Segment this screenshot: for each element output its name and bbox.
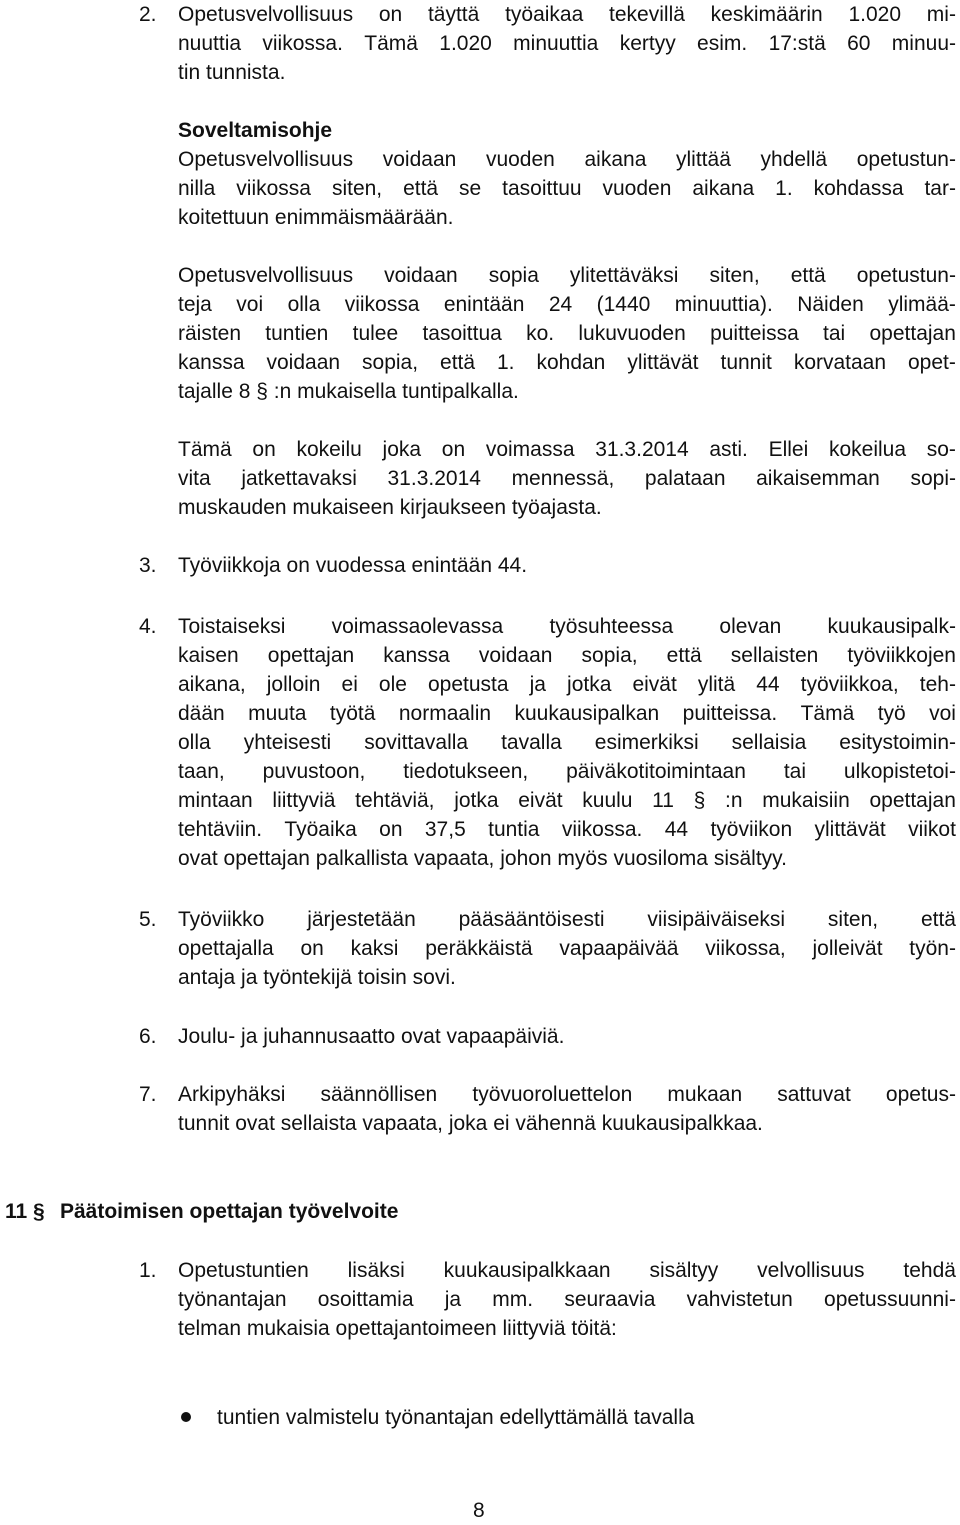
paragraph-line: [178, 786, 956, 815]
word: ylitä: [697, 673, 736, 696]
paragraph-line: ovat opettajan palkallista vapaata, johon myös vuosiloma sisältyy.: [178, 847, 787, 870]
word: minuu-: [891, 32, 956, 55]
word: päiväkotitoimintaan: [566, 760, 746, 783]
word: aikana: [692, 177, 755, 200]
word: tavalla: [501, 731, 562, 754]
word: jotka: [567, 673, 612, 696]
word: kuulu: [582, 789, 633, 812]
word: tehtäviin.: [178, 818, 263, 841]
word: esitystoimin-: [839, 731, 956, 754]
word: siten,: [331, 177, 383, 200]
word: työnantajan: [178, 1288, 287, 1311]
item-number: 3.: [139, 554, 157, 577]
page-number: 8: [473, 1499, 485, 1522]
word: että: [403, 177, 439, 200]
word: palataan: [644, 467, 726, 490]
word: §: [693, 789, 706, 812]
word: ko.: [526, 322, 555, 345]
word: sopia,: [581, 644, 638, 667]
word: aikana,: [178, 673, 246, 696]
word: jolloin: [266, 673, 321, 696]
word: viikossa.: [262, 32, 343, 55]
word: vuoden: [602, 177, 672, 200]
word: minuuttia: [513, 32, 599, 55]
word: kertyy: [619, 32, 676, 55]
word: 1.: [497, 351, 515, 374]
word: olla: [178, 731, 211, 754]
word: opetussuunni-: [824, 1288, 956, 1311]
word: Työviikko: [178, 908, 265, 931]
word: kanssa: [383, 644, 450, 667]
word: pääsääntöisesti: [458, 908, 605, 931]
word: Ellei: [768, 438, 809, 461]
word: kohdassa: [813, 177, 904, 200]
word: on: [441, 438, 466, 461]
paragraph-line: [178, 174, 956, 203]
word: tulee: [352, 322, 399, 345]
item-number: 7.: [139, 1083, 157, 1106]
word: taan,: [178, 760, 225, 783]
word: teh-: [919, 673, 956, 696]
word: lukuvuoden: [578, 322, 686, 345]
word: aikaisemman: [756, 467, 880, 490]
word: olevan: [719, 615, 782, 638]
word: kanssa: [178, 351, 245, 374]
word: 44: [664, 818, 689, 841]
paragraph-line: [178, 435, 956, 464]
word: Opetustuntien: [178, 1259, 309, 1282]
word: työvuoroluettelon: [472, 1083, 633, 1106]
word: aikana: [584, 148, 647, 171]
word: sattuvat: [777, 1083, 851, 1106]
paragraph-line: [178, 612, 956, 641]
word: voidaan: [382, 148, 457, 171]
paragraph-line: [178, 641, 956, 670]
word: viisipäiväiseksi: [647, 908, 786, 931]
word: kokeilua: [828, 438, 907, 461]
word: ole: [378, 673, 407, 696]
word: ei: [341, 673, 358, 696]
word: voidaan: [478, 644, 553, 667]
word: opetustun-: [856, 148, 956, 171]
word: voidaan: [266, 351, 341, 374]
word: ylitettäväksi: [569, 264, 679, 287]
word: voi: [236, 293, 264, 316]
word: siten,: [827, 908, 879, 931]
word: olla: [287, 293, 321, 316]
bullet-icon: [181, 1412, 191, 1422]
word: tasoittuu: [502, 177, 582, 200]
word: mi-: [926, 3, 956, 26]
paragraph-line: [178, 699, 956, 728]
paragraph-line: [178, 728, 956, 757]
paragraph-line: antaja ja työntekijä toisin sovi.: [178, 966, 456, 989]
word: 1.: [775, 177, 793, 200]
word: puvustoon,: [262, 760, 366, 783]
word: seuraavia: [564, 1288, 656, 1311]
word: enintään: [443, 293, 525, 316]
word: jotka: [454, 789, 499, 812]
word: ulkopistetoi-: [843, 760, 956, 783]
paragraph-line: [178, 261, 956, 290]
word: viikot: [908, 818, 956, 841]
paragraph-line: [178, 145, 956, 174]
word: voi: [929, 702, 956, 725]
paragraph-line: [178, 905, 956, 934]
paragraph-line: [178, 670, 956, 699]
word: Tämä: [800, 702, 855, 725]
word: kohdan: [536, 351, 606, 374]
word: kaksi: [350, 937, 399, 960]
paragraph-line: [178, 934, 956, 963]
item-number: 4.: [139, 615, 157, 638]
paragraph-line: [178, 290, 956, 319]
word: tai: [823, 322, 846, 345]
word: tuntien: [265, 322, 329, 345]
word: työ: [877, 702, 906, 725]
word: 24: [548, 293, 573, 316]
section-number: 11 §: [5, 1200, 45, 1223]
word: nuuttia: [178, 32, 242, 55]
word: tasoittua: [422, 322, 502, 345]
word: vahvistetun: [686, 1288, 793, 1311]
word: kuukausipalkkaan: [443, 1259, 611, 1282]
word: Tämä: [178, 438, 232, 461]
word: opet-: [908, 351, 956, 374]
section-title: Päätoimisen opettajan työvelvoite: [60, 1200, 399, 1223]
word: räisten: [178, 322, 242, 345]
word: kuukausipalkan: [514, 702, 660, 725]
word: dään: [178, 702, 225, 725]
word: puitteissa: [710, 322, 799, 345]
word: 37,5: [424, 818, 466, 841]
paragraph-line: Työviikkoja on vuodessa enintään 44.: [178, 554, 528, 577]
word: viikossa.: [561, 818, 643, 841]
word: tiedotukseen,: [403, 760, 529, 783]
word: mm.: [492, 1288, 534, 1311]
paragraph-line: tunnit ovat sellaista vapaata, joka ei vähennä kuukausipalkkaa.: [178, 1112, 763, 1135]
paragraph-line: tin tunnista.: [178, 61, 286, 84]
paragraph-line: [178, 0, 956, 29]
word: on: [300, 937, 324, 960]
paragraph-line: [178, 464, 956, 493]
word: siten,: [709, 264, 760, 287]
word: osoittamia: [317, 1288, 414, 1311]
word: nilla: [178, 177, 216, 200]
word: mennessä,: [511, 467, 615, 490]
word: järjestetään: [307, 908, 416, 931]
word: että: [440, 351, 476, 374]
word: opetusta: [428, 673, 509, 696]
word: joka: [382, 438, 422, 461]
word: Arkipyhäksi: [178, 1083, 286, 1106]
word: 44: [756, 673, 780, 696]
word: puitteissa.: [682, 702, 778, 725]
word: vita: [178, 467, 211, 490]
word: mukaisiin: [762, 789, 850, 812]
paragraph-line: [178, 348, 956, 377]
word: mukaan: [667, 1083, 743, 1106]
word: lisäksi: [347, 1259, 405, 1282]
word: tekevillä: [609, 3, 685, 26]
word: että: [666, 644, 702, 667]
word: vapaapäivää: [559, 937, 679, 960]
word: työaikaa: [505, 3, 584, 26]
word: tunnit: [720, 351, 772, 374]
word: työsuhteessa: [549, 615, 674, 638]
word: jatkettavaksi: [241, 467, 357, 490]
word: velvollisuus: [757, 1259, 865, 1282]
word: Opetusvelvollisuus: [178, 148, 354, 171]
word: opettajan: [869, 322, 956, 345]
word: ylimää-: [888, 293, 956, 316]
word: sopi-: [910, 467, 956, 490]
word: korvataan: [793, 351, 887, 374]
word: Toistaiseksi: [178, 615, 286, 638]
word: peräkkäistä: [425, 937, 533, 960]
word: vuoden: [485, 148, 555, 171]
word: työtä: [329, 702, 376, 725]
paragraph-line: [178, 1285, 956, 1314]
paragraph-line: [178, 757, 956, 786]
word: eivät: [518, 789, 563, 812]
word: keskimäärin: [710, 3, 823, 26]
word: 11: [652, 789, 674, 812]
word: eivät: [632, 673, 677, 696]
item-number: 2.: [139, 3, 157, 26]
word: viikossa,: [705, 937, 786, 960]
word: esimerkiksi: [594, 731, 699, 754]
word: opetustun-: [856, 264, 956, 287]
word: voidaan: [384, 264, 458, 287]
word: Opetusvelvollisuus: [178, 3, 354, 26]
paragraph-line: muskauden mukaiseen kirjaukseen työajasta.: [178, 496, 602, 519]
word: työviikon: [710, 818, 793, 841]
word: sopia: [488, 264, 539, 287]
word: 31.3.2014: [595, 438, 689, 461]
word: viikossa: [236, 177, 311, 200]
subheading: Soveltamisohje: [178, 119, 333, 142]
word: liittyviä: [272, 789, 336, 812]
word: työviikkoa,: [800, 673, 899, 696]
word: yhdellä: [760, 148, 828, 171]
word: tehdä: [903, 1259, 956, 1282]
word: normaalin: [398, 702, 492, 725]
word: 17:stä: [768, 32, 826, 55]
word: sisältyy: [649, 1259, 719, 1282]
word: teja: [178, 293, 212, 316]
word: minuuttia).: [674, 293, 773, 316]
word: viikossa: [344, 293, 420, 316]
word: ja: [444, 1288, 462, 1311]
paragraph-line: [178, 815, 956, 844]
word: muuta: [248, 702, 307, 725]
paragraph-line: [178, 1256, 956, 1285]
word: että: [920, 908, 956, 931]
word: esim.: [697, 32, 748, 55]
word: (1440: [596, 293, 651, 316]
paragraph-line: [178, 29, 956, 58]
word: opettajan: [267, 644, 355, 667]
word: 1.020: [439, 32, 492, 55]
word: Opetusvelvollisuus: [178, 264, 354, 287]
paragraph-line: Joulu- ja juhannusaatto ovat vapaapäiviä.: [178, 1025, 565, 1048]
paragraph-line: [178, 319, 956, 348]
bullet-item: tuntien valmistelu työnantajan edellyttämällä tavalla: [217, 1406, 695, 1429]
word: kuukausipalk-: [827, 615, 956, 638]
paragraph-line: [178, 1080, 956, 1109]
word: yhteisesti: [243, 731, 332, 754]
word: tar-: [924, 177, 956, 200]
word: mintaan: [178, 789, 253, 812]
word: :n: [725, 789, 743, 812]
word: Työaika: [284, 818, 357, 841]
word: on: [378, 3, 403, 26]
word: voimassaolevassa: [331, 615, 504, 638]
item-number: 5.: [139, 908, 157, 931]
word: tuntia: [488, 818, 540, 841]
word: asti.: [709, 438, 748, 461]
word: ja: [529, 673, 546, 696]
word: ylittää: [676, 148, 731, 171]
word: sellaisten: [730, 644, 819, 667]
word: tehtäviä,: [355, 789, 435, 812]
paragraph-line: tajalle 8 § :n mukaisella tuntipalkalla.: [178, 380, 519, 403]
word: voimassa: [485, 438, 575, 461]
word: että: [790, 264, 826, 287]
word: ylittävät: [814, 818, 886, 841]
item-number: 1.: [139, 1259, 157, 1282]
word: 31.3.2014: [387, 467, 481, 490]
paragraph-line: telman mukaisia opettajantoimeen liittyviä töitä:: [178, 1317, 617, 1340]
word: so-: [926, 438, 956, 461]
word: opettajalla: [178, 937, 274, 960]
word: Näiden: [797, 293, 864, 316]
word: se: [459, 177, 482, 200]
word: on: [252, 438, 276, 461]
word: kokeilu: [296, 438, 362, 461]
word: sellaisia: [731, 731, 807, 754]
word: täyttä: [427, 3, 480, 26]
word: 1.020: [848, 3, 902, 26]
word: ylittävät: [627, 351, 699, 374]
word: säännöllisen: [320, 1083, 438, 1106]
item-number: 6.: [139, 1025, 157, 1048]
paragraph-line: koitettuun enimmäismäärään.: [178, 206, 454, 229]
word: tai: [783, 760, 806, 783]
word: 60: [847, 32, 871, 55]
word: työviikkojen: [847, 644, 956, 667]
word: Tämä: [364, 32, 418, 55]
word: työn-: [909, 937, 956, 960]
word: sopia,: [362, 351, 419, 374]
word: opettajan: [869, 789, 956, 812]
word: opetus-: [885, 1083, 956, 1106]
word: on: [379, 818, 403, 841]
word: jolleivät: [812, 937, 883, 960]
word: sovittavalla: [364, 731, 469, 754]
word: kaisen: [178, 644, 239, 667]
